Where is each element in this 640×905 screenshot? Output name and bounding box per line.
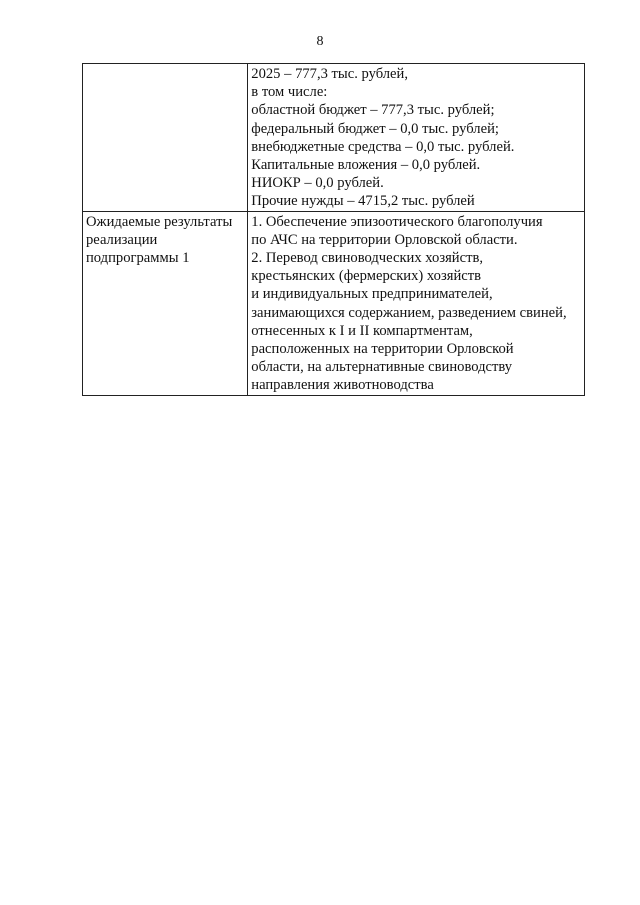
result-line: занимающихся содержанием, разведением свиней, [251, 304, 567, 321]
row-content-cell [248, 64, 585, 212]
result-line: 1. Обеспечение эпизоотического благополучия [251, 213, 543, 230]
row-label-line: реализации [86, 231, 158, 248]
table-row [83, 211, 585, 395]
result-line: крестьянских (фермерских) хозяйств [251, 268, 481, 285]
table-row [83, 64, 585, 212]
result-line: и индивидуальных предпринимателей, [251, 286, 493, 303]
passport-table [82, 63, 585, 396]
research-line: НИОКР – 0,0 рублей. [251, 175, 384, 192]
row-content-cell [248, 211, 585, 395]
result-line: 2. Перевод свиноводческих хозяйств, [251, 250, 484, 267]
regional-budget-line: областной бюджет – 777,3 тыс. рублей; [251, 102, 495, 119]
result-line: направления животноводства [251, 377, 434, 394]
federal-budget-line: федеральный бюджет – 0,0 тыс. рублей; [251, 120, 499, 137]
capital-investments-line: Капитальные вложения – 0,0 рублей. [251, 157, 481, 174]
other-needs-line: Прочие нужды – 4715,2 тыс. рублей [251, 193, 475, 210]
result-line: отнесенных к I и II компартментам, [251, 322, 473, 339]
row-label-cell [83, 211, 248, 395]
row-label-cell [83, 64, 248, 212]
including-line: в том числе: [251, 84, 328, 101]
result-line: области, на альтернативные свиноводству [251, 359, 513, 376]
extrabudgetary-line: внебюджетные средства – 0,0 тыс. рублей. [251, 138, 515, 155]
row-label-line: подпрограммы 1 [86, 250, 190, 267]
page-number: 8 [316, 34, 324, 49]
result-line: по АЧС на территории Орловской области. [251, 231, 518, 248]
row-label-line: Ожидаемые результаты [86, 213, 233, 230]
result-line: расположенных на территории Орловской [251, 341, 514, 358]
funding-2025-line: 2025 – 777,3 тыс. рублей, [251, 66, 408, 82]
